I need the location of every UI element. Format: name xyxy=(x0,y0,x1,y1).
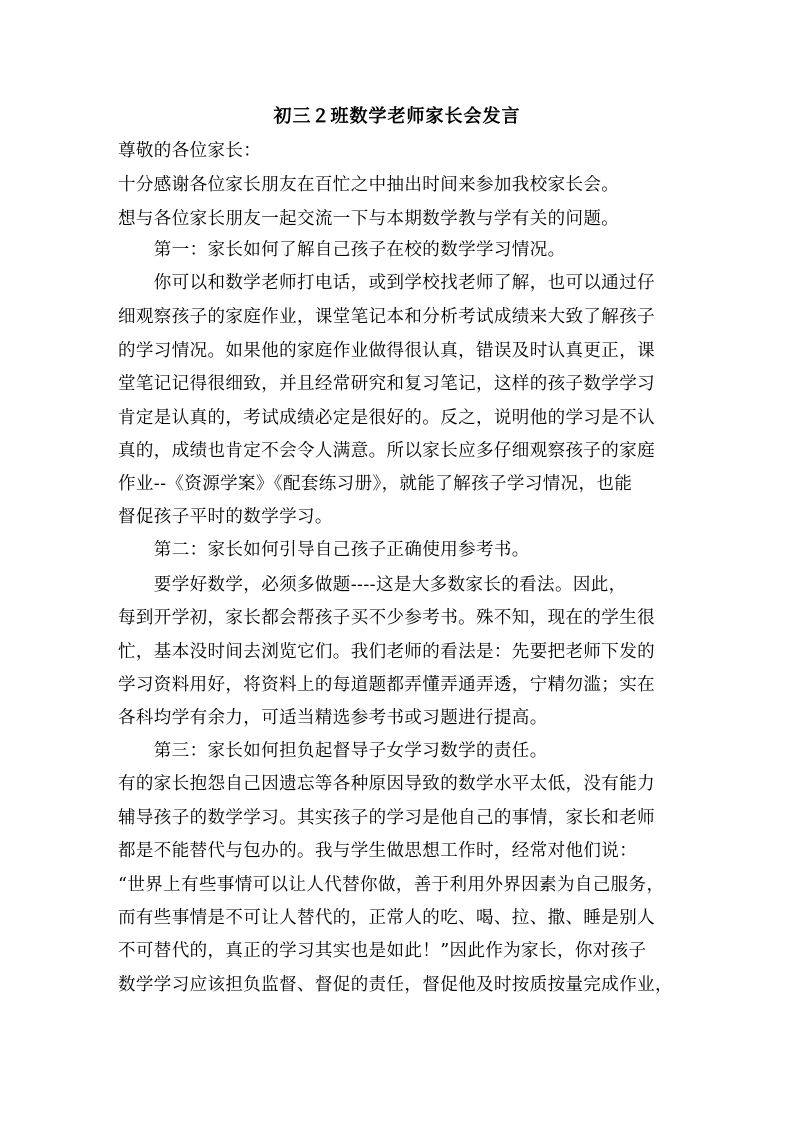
document-title: 初三２班数学老师家长会发言 xyxy=(273,106,521,127)
section-heading-2: 第二：家长如何引导自己孩子正确使用参考书。 xyxy=(118,540,530,560)
paragraph-line: 你可以和数学老师打电话，或到学校找老师了解，也可以通过仔 xyxy=(118,273,655,293)
paragraph-line: 肯定是认真的，考试成绩必定是很好的。反之，说明他的学习是不认 xyxy=(118,408,655,428)
paragraph-line: “世界上有些事情可以让人代替你做，善于利用外界因素为自己服务， xyxy=(118,875,665,895)
paragraph-line: 真的，成绩也肯定不会令人满意。所以家长应多仔细观察孩子的家庭 xyxy=(118,441,655,461)
paragraph-line: 数学学习应该担负监督、督促的责任，督促他及时按质按量完成作业， xyxy=(118,975,673,995)
paragraph-line: 辅导孩子的数学学习。其实孩子的学习是他自己的事情，家长和老师 xyxy=(118,808,655,828)
paragraph-line: 不可替代的，真正的学习其实也是如此！”因此作为家长，你对孩子 xyxy=(118,941,647,961)
paragraph-line: 有的家长抱怨自己因遗忘等各种原因导致的数学水平太低，没有能力 xyxy=(118,774,655,794)
paragraph-line: 都是不能替代与包办的。我与学生做思想工作时，经常对他们说： xyxy=(118,841,638,861)
section-heading-3: 第三：家长如何担负起督导子女学习数学的责任。 xyxy=(118,741,548,761)
paragraph-line: 堂笔记记得很细致，并且经常研究和复习笔记，这样的孩子数学学习 xyxy=(118,374,655,394)
paragraph-line: 每到开学初，家长都会帮孩子买不少参考书。殊不知，现在的学生很 xyxy=(118,608,655,628)
paragraph-line: 而有些事情是不可让人替代的，正常人的吃、喝、拉、撒、睡是别人 xyxy=(118,908,655,928)
paragraph-line: 要学好数学，必须多做题----这是大多数家长的看法。因此， xyxy=(118,575,627,595)
paragraph-line: 忙，基本没时间去浏览它们。我们老师的看法是：先要把老师下发的 xyxy=(118,642,655,662)
paragraph-line: 督促孩子平时的数学学习。 xyxy=(118,507,333,527)
paragraph-line: 学习资料用好，将资料上的每道题都弄懂弄通弄透，宁精勿滥；实在 xyxy=(118,675,655,695)
section-heading-1: 第一：家长如何了解自己孩子在校的数学学习情况。 xyxy=(118,240,566,260)
paragraph-line: 十分感谢各位家长朋友在百忙之中抽出时间来参加我校家长会。 xyxy=(118,175,620,195)
paragraph-line: 作业--《资源学案》《配套练习册》，就能了解孩子学习情况，也能 xyxy=(118,474,633,494)
paragraph-line: 各科均学有余力，可适当精选参考书或习题进行提高。 xyxy=(118,708,548,728)
paragraph-line: 的学习情况。如果他的家庭作业做得很认真，错误及时认真更正，课 xyxy=(118,341,655,361)
paragraph-line: 想与各位家长朋友一起交流一下与本期数学教与学有关的问题。 xyxy=(118,209,620,229)
paragraph-line: 尊敬的各位家长： xyxy=(118,141,262,161)
paragraph-line: 细观察孩子的家庭作业，课堂笔记本和分析考试成绩来大致了解孩子 xyxy=(118,307,655,327)
